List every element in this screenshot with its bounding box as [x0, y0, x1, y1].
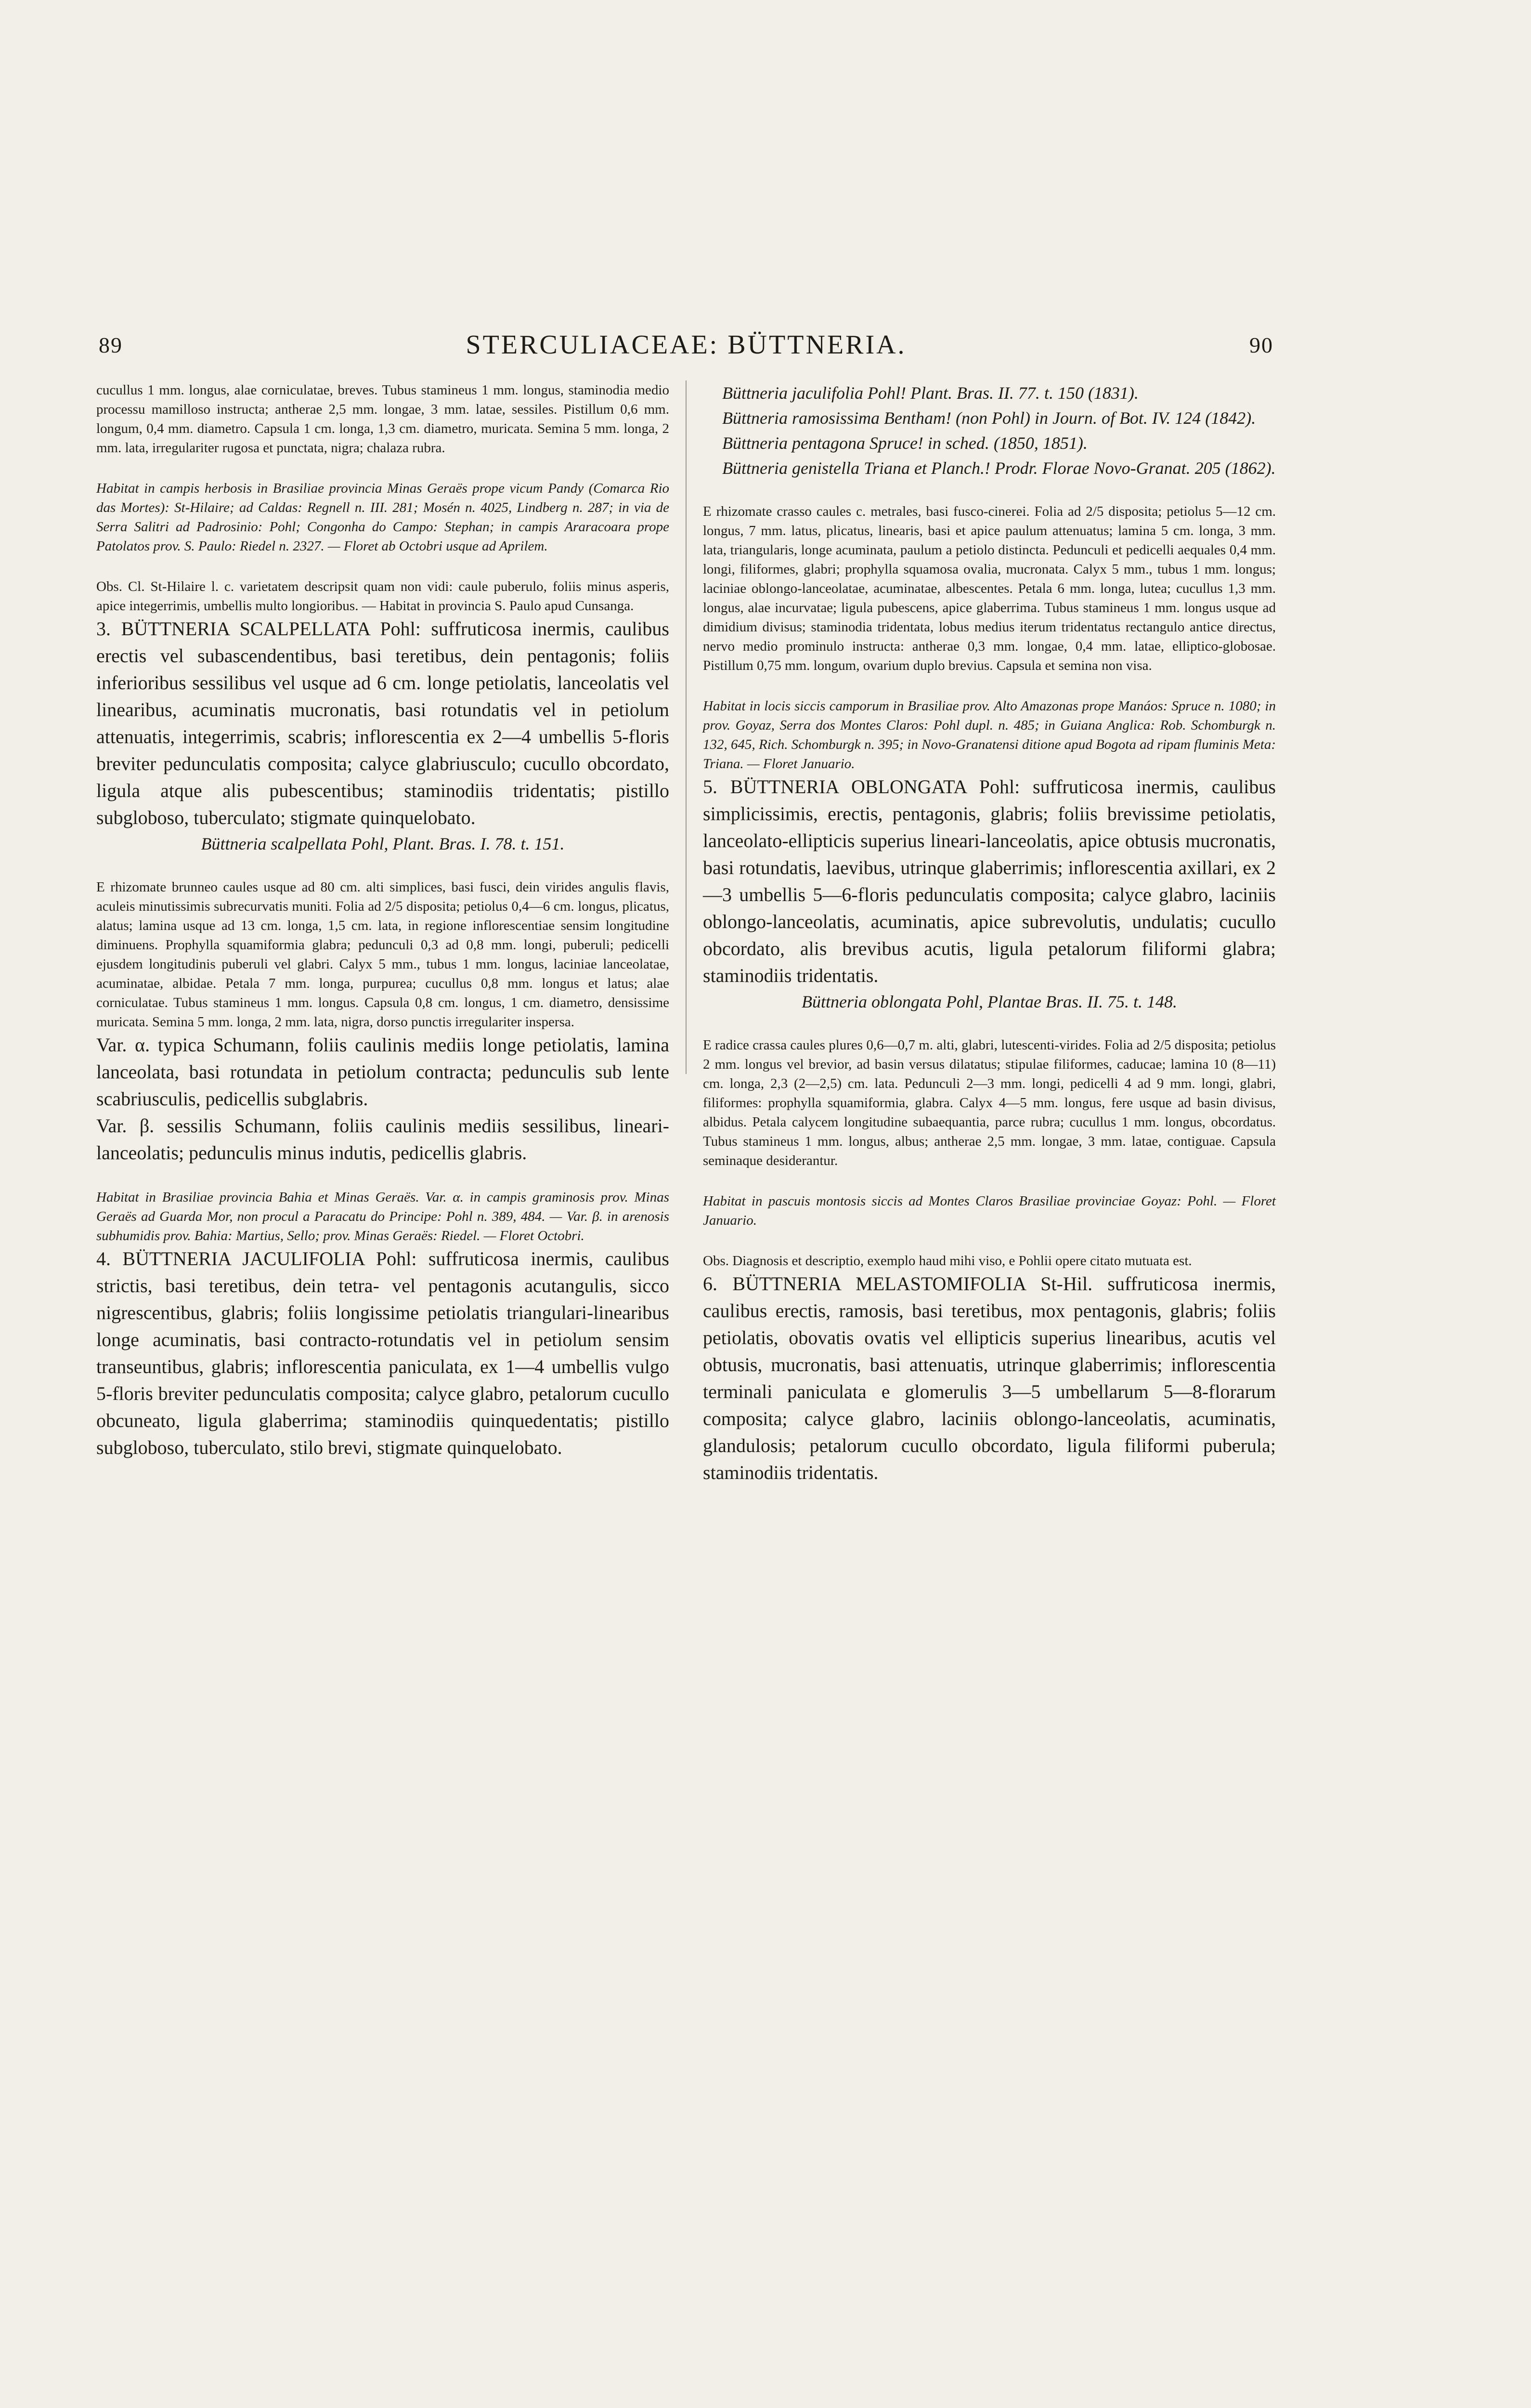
description-species-4: E rhizomate crasso caules c. metrales, basi fusco-cinerei. Folia ad 2/5 disposita; petiolus 5—12 cm. longus, 7 mm. latus, plicatus, linearis, basi et apice paulum attenuatus; lamina 5 cm. longa, 3 mm. lata, triangularis, longe acuminata, paulum a petiolo distincta. Pedunculi et pedicelli aequales 0,4 mm. longi, filiformes, glabri; prophylla squamosa ovalia, mucronata. Calyx 5 mm., tubus 1 mm. longus; laciniae oblongo-lanceolatae, acuminatae, albescentes. Petala 6 mm. longa, lutea; cucullus 1,3 mm. longus, alae incurvatae; ligula pubescens, apice glaberrima. Tubus staminеus 1 mm. longus usque ad dimidium divisus; staminodia tridentata, lobus medius iterum tridentatus rectangulo antice directus, nervo medio prominulo instructa: antherae 0,3 mm. longae, 0,4 mm. latae, elliptico-globosae. Pistillum 0,75 mm. longum, ovarium duplo brevius. Capsula et semina non visa. [703, 504, 1276, 673]
reference-species-5: Büttneria oblongata Pohl, Plantae Bras. II. 75. t. 148. [802, 992, 1177, 1011]
running-header [99, 326, 1273, 364]
description-species-5: E radice crassa caules plures 0,6—0,7 m. alti, glabri, lutescenti-virides. Folia ad 2/5 disposita; petiolus 2 mm. longus vel brevior, ad basin versus dilatatus; stipulae filiformes, caducae; lamina 10 (8—11) cm. longa, 2,3 (2—2,5) cm. lata. Pedunculi 2—3 mm. longi, pedicelli 4 ad 9 mm. longi, glabri, filiformes: prophylla squamiformia, glabra. Calyx 4—5 mm. longus, fere usque ad basin divisus, albidus. Petala calycem longitudine subaequantia, parce rubra; cucullus 1 mm. longus, obcordatus. Tubus staminеus 1 mm. longus, albus; antherae 2,5 mm. longae, 3 mm. latae, contiguae. Capsula seminaque desiderantur. [703, 1037, 1276, 1168]
habitat-species-3: Habitat in Brasiliae provincia Bahia et Minas Geraës. Var. α. in campis graminosis prov. Minas Geraës ad Guarda Mor, non procul a Paracatu do Principe: Pohl n. 389, 484. — Var. β. in arenosis subhumidis prov. Bahia: Martius, Sello; prov. Minas Geraës: Riedel. — Floret Octobri. [96, 1190, 669, 1243]
synonym-ref-2: Büttneria ramosissima Bentham! (non Pohl) in Journ. of Bot. IV. 124 (1842). [722, 408, 1256, 428]
habitat-species-2: Habitat in campis herbosis in Brasiliae provincia Minas Geraës prope vicum Pandy (Comarca Rio das Mortes): St-Hilaire; ad Caldas: Regnell n. III. 281; Mosén n. 4025, Lindberg n. 287; in via de Serra Salitri ad Padrosinio: Pohl; Congonha do Campo: Stephan; in campis Araracoara prope Patolatos prov. S. Paulo: Riedel n. 2327. — Floret ab Octobri usque ad Aprilem. [96, 481, 669, 554]
diagnosis-species-4: 4. BÜTTNERIA JACULIFOLIA Pohl: suffruticosa inermis, caulibus strictis, basi teretibus, dein tetra- vel pentagonis acutangulis, sicco nigrescentibus, glabris; foliis longissime petiolatis triangulari-linearibus longe acuminatis, basi contracto-rotundatis vel in petiolum sensim transeuntibus, glabris; inflorescentia paniculata, ex 1—4 umbellis vulgo 5-floris breviter pedunculatis composita; calyce glabro, petalorum cucullo obcuneato, ligula glaberrima; staminodiis quinquedentatis; pistillo subgloboso, tuberculato, stilo brevi, stigmate quinquelobato. [96, 1248, 669, 1458]
page-number-right: 90 [1249, 332, 1273, 357]
habitat-species-4: Habitat in locis siccis camporum in Brasiliae prov. Alto Amazonas prope Manáos: Spruce n. 1080; in prov. Goyaz, Serra dos Montes Claros: Pohl dupl. n. 485; in Guiana Anglica: Rob. Schomburgk n. 132, 645, Rich. Schomburgk n. 395; in Novo-Granatensi ditione apud Bogota ad ripam fluminis Meta: Triana. — Floret Januario. [703, 698, 1276, 772]
running-title: STERCULIACEAE: BÜTTNERIA. [466, 330, 907, 360]
page-number-left: 89 [99, 332, 123, 357]
habitat-species-5: Habitat in pascuis montosis siccis ad Montes Claros Brasiliae provinciae Goyaz: Pohl. — Floret Januario. [703, 1193, 1276, 1228]
observation-species-2: Obs. Cl. St-Hilaire l. c. varietatem descripsit quam non vidi: caule puberulo, foliis minus asperis, apice integerrimis, umbellis multo longioribus. — Habitat in provincia S. Paulo apud Cunsanga. [96, 579, 669, 614]
column-divider [686, 380, 687, 1074]
right-column [703, 380, 1276, 1486]
reference-species-3: Büttneria scalpellata Pohl, Plant. Bras. I. 78. t. 151. [201, 834, 565, 853]
synonym-ref-1: Büttneria jaculifolia Pohl! Plant. Bras. II. 77. t. 150 (1831). [722, 383, 1139, 403]
description-continued: cucullus 1 mm. longus, alae corniculatae, breves. Tubus staminеus 1 mm. longus, staminodia medio processu mamilloso instructa; antherae 2,5 mm. longae, 3 mm. latae, sessiles. Pistillum 0,6 mm. longum, 0,4 mm. diametro. Capsula 1 cm. longa, 1,3 cm. diametro, muricata. Semina 5 mm. longa, 2 mm. lata, irregulariter rugosa et punctata, nigra; chalaza rubra. [96, 382, 669, 456]
variety-beta: Var. β. sessilis Schumann, foliis caulinis mediis sessilibus, lineari-lanceolatis; pedunculis minus indutis, pedicellis glabris. [96, 1115, 669, 1164]
left-column [96, 380, 669, 1461]
diagnosis-species-6: 6. BÜTTNERIA MELASTOMIFOLIA St-Hil. suffruticosa inermis, caulibus erectis, ramosis, basi teretibus, mox pentagonis, glabris; foliis petiolatis, obovatis ovatis vel ellipticis superius linearibus, acutis vel obtusis, mucronatis, basi attenuatis, utrinque glaberrimis; inflorescentia terminali paniculata e glomerulis 3—5 umbellarum 5—8-florarum composita; calyce glabro, laciniis oblongo-lanceolatis, acuminatis, glandulosis; petalorum cucullo obcordato, ligula filiformi puberula; staminodiis tridentatis. [703, 1273, 1276, 1483]
diagnosis-species-3: 3. BÜTTNERIA SCALPELLATA Pohl: suffruticosa inermis, caulibus erectis vel subascendentibus, basi teretibus, dein pentagonis; foliis inferioribus sessilibus vel usque ad 6 cm. longe petiolatis, lanceolatis vel linearibus, acuminatis mucronatis, basi rotundatis vel in petiolum attenuatis, integerrimis, scabris; inflorescentia ex 2—4 umbellis 5-floris breviter pedunculatis composita; calyce glabriusculo; cucullo obcordato, ligula atque alis pubescentibus; staminodiis tridentatis; pistillo subgloboso, tuberculato; stigmate quinquelobato. [96, 618, 669, 828]
synonym-ref-3: Büttneria pentagona Spruce! in sched. (1850, 1851). [722, 433, 1088, 453]
diagnosis-species-5: 5. BÜTTNERIA OBLONGATA Pohl: suffruticosa inermis, caulibus simplicissimis, erectis, pentagonis, glabris; foliis brevissime petiolatis, lanceolato-ellipticis superius lineari-lanceolatis, apice obtusis mucronatis, basi rotundatis, laevibus, utrinque glaberrimis; inflorescentia axillari, ex 2—3 umbellis 5—6-floris pedunculatis composita; calyce glabro, laciniis oblongo-lanceolatis, acuminatis, apice subrevolutis, undulatis; cucullo obcordato, alis brevibus acutis, ligula petalorum filiformi glabra; staminodiis tridentatis. [703, 776, 1276, 986]
observation-species-5: Obs. Diagnosis et descriptio, exemplo haud mihi viso, e Pohlii opere citato mutuata est. [703, 1253, 1192, 1269]
description-species-3: E rhizomate brunneo caules usque ad 80 cm. alti simplices, basi fusci, dein virides angulis flavis, aculeis minutissimis subrecurvatis muniti. Folia ad 2/5 disposita; petiolus 0,4—6 cm. longus, plicatus, alatus; lamina usque ad 13 cm. longa, 1,5 cm. lata, in regione inflorescentiae sensim longitudine diminuens. Prophylla squamiformia glabra; pedunculi 0,3 ad 0,8 mm. longi, puberuli; pedicelli ejusdem longitudinis puberuli vel glabri. Calyx 5 mm., tubus 1 mm. longus, laciniae lanceolatae, acuminatae, albidae. Petala 7 mm. longa, purpurea; cucullus 0,8 mm. longus et latus; alae corniculatae. Tubus staminеus 1 mm. longus. Capsula 0,8 cm. longus, 1 cm. diametro, densissime muricata. Semina 5 mm. longa, 2 mm. lata, nigra, dorso punctis irregulariter inspersa. [96, 879, 669, 1030]
variety-alpha: Var. α. typica Schumann, foliis caulinis mediis longe petiolatis, lamina lanceolata, basi rotundata in petiolum contracta; pedunculis sub lente scabriusculis, pedicellis subglabris. [96, 1034, 669, 1110]
synonym-ref-4: Büttneria genistella Triana et Planch.! Prodr. Florae Novo-Granat. 205 (1862). [722, 458, 1276, 478]
